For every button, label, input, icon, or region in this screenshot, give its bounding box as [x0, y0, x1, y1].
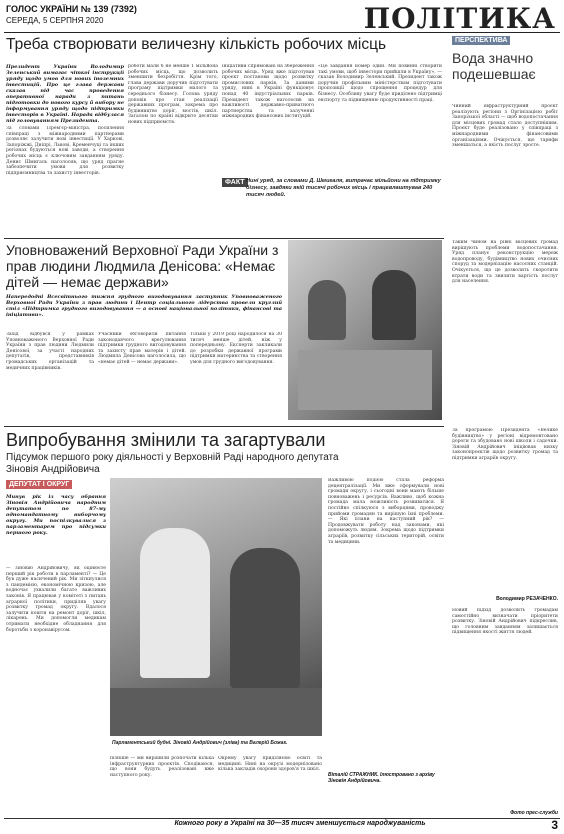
- sidebar-body: Чинний інфраструктурний проєкт реалізують регіони з Оргінізацією робіт Запорізької області — щоб водопостачання для місцевих громад стало доступнішим. Проєкт буде реалізовано у співпраці з міжнародними фінансовими організаціями. Очікується, що тарифи зменшаться, а якість послуг зросте.: [452, 104, 558, 149]
- article3-body-col4: Важливою подією стала реформа децентралізації. Ми вже сформували нові громади округу, і сьогодні вони мають більше повноважень і ресурсів. Важливо, щоб кожна громада мала можливість розвиватися. Я постійно спілкуюся з виборцями, проводжу прийоми громадян та вирішую їхні проблеми. — Які плани на наступний рік? — Продовжувати роботу над законами, які допоможуть людям. Зокрема щодо підтримки аграріїв, розвитку сільських територій, освіти та медицини.: [328, 478, 444, 545]
- sidebar2-body: Таким чином на рівні місцевих громад вирішують проблеми водопостачання. Уряд планує реконструкцію мереж водопроводу, будівництво нових очисних споруд та модернізацію насосних станцій. Очікується, що це дозволить скоротити втрати води та знизити вартість послуг для населення.: [452, 240, 558, 285]
- section-title: ПОЛІТИКА: [363, 2, 556, 35]
- photo-person-left: [308, 280, 346, 340]
- masthead: [4, 2, 560, 33]
- photo-deputy: [140, 528, 210, 678]
- editor-signature: Володимир РЕЗАЧЕНКО.: [496, 596, 558, 602]
- article2-body-col1: Захід відбувся у рамках Уповноваженого Верховної Ради України з прав людини Людмили Денісової, за участі народних депутатів, представників громадських організацій та медичних працівників.: [6, 332, 94, 371]
- article3-lead: Минув рік із часу обрання Зіновія Андрійовича народним депутатом по 87-му одномандатному виборчому округу. Ми поспілкувалися з парламентарем про підсумки першого року.: [6, 494, 106, 536]
- article1-lead: Президент України Володимир Зеленський вимагає чіткої інструкції уряду щодо умов для нових іноземних інвестицій. Про це глава держави сказав під час проведення оперативної наради з питань підготовки до нового курсу й вибору не інформування уряду щодо підтримки інвесторів в Україні. Нарада відбулася під головуванням Президента.: [6, 64, 124, 124]
- sidebar4-body: Новий підхід дозволить громадам самостійно визначати пріоритети розвитку. Зіновій Андрійович підкреслив, що головним завданням залишається підвищення якості життя людей.: [452, 608, 558, 636]
- sidebar-tag: ПЕРСПЕКТИВА: [452, 36, 510, 45]
- page-number: 3: [551, 818, 558, 832]
- footer-text: Кожного року в Україні на 30—35 тисяч зменшується народжуваність: [174, 820, 426, 827]
- article1-headline: Треба створювати величезну кількість робочих місць: [6, 36, 387, 53]
- article2-body-col2: Учасники обговорили питання законодавчого врегулювання підтримки грудного вигодовування та захисту прав матерів і дітей. Людмила Денісова наголосила, що «немає дітей — немає держави».: [98, 332, 186, 365]
- divider-2: [4, 426, 444, 427]
- fact-tag: ФАКТ: [222, 178, 248, 187]
- article2-headline: Уповноважений Верховної Ради України з прав людини Людмила Денісова: «Немає дітей — немає держави»: [6, 242, 279, 290]
- article3-photo: [110, 478, 322, 736]
- article3-subhead: Підсумок першого року діяльності у Верховній Раді народного депутата Зіновія Андрійовича: [6, 452, 339, 475]
- article1-body-col4: «Це завдання номер один. Ми повинні створити такі умови, щоб інвестори прийшли в Україну», — сказав Володимир Зеленський. Президент також доручив профільним міністерствам підготувати пропозиції щодо спрощення процедур для бізнесу. Особливу увагу буде приділено підтримці експорту та підвищенню продуктивності праці.: [318, 64, 442, 103]
- article3-signature: Віталій СТРАЖНИК. Ілюстровано з архіву Зіновія Андрійовича.: [328, 772, 435, 784]
- footer-rule: [4, 818, 560, 819]
- masthead-issue: [6, 4, 137, 26]
- article1-body-col3: ініціативи спрямовані на збереження робочих місць. Уряд вже підготував проєкт постанови щодо розвитку промислових парків. За даними уряду, нині в Україні функціонує понад 40 індустріальних парків. Президент також наголосив на важливості державно-приватного партнерства та залученні міжнародних фінансових інституцій.: [222, 64, 314, 120]
- masthead-date: СЕРЕДА, 5 СЕРПНЯ 2020: [6, 16, 104, 25]
- photo-machinery: [298, 350, 432, 410]
- divider-1: [4, 238, 444, 239]
- photo-credit: Фото прес-служби: [510, 810, 558, 816]
- photo-colleague: [230, 548, 300, 688]
- article1-body-col2: роботи мали б не менше 1 мільйона робочих місць, що дозволить зменшити безробіття. Крім того, глава держави доручив підготувати програму підтримки малого та середнього бізнесу. Голова уряду доповів про стан реалізації державних програм, зокрема про будівництво доріг, мостів, шкіл. Загалом по країні відкрито десятки нових підприємств.: [128, 64, 218, 125]
- article2-body-col3: Тільки у 2019 році народилося на 30 тисяч менше дітей, ніж у попередньому. Експерти закликали до розробки державної програми підтримки материнства та створення умов для грудного вигодовування.: [190, 332, 282, 365]
- article3-caption: Парламентський будні. Зіновій Андрійович (зліва) та Валерій Божак.: [112, 740, 288, 746]
- article1-body-col1: За словами Прем'єр-міністра, посилення співпраці з міжнародними партнерами дозволяє залучити нові інвестиції. У Харкові, Запоріжжі, Дніпрі, Львові, Кременчуці та інших регіонах будуються нові заводи, а створення робочих місць є ключовим завданням уряду. Денис Шмигаль наголосив, що уряд прагне забезпечити умови для розвитку підприємництва та захисту інвесторів.: [6, 126, 124, 176]
- article2-lead: Напередодні Всесвітнього тижня грудного вигодовування заступник Уповноваженого Верховної Ради України з прав людини і Центр соціального лідерства провели круглий стіл «Підтримка грудного вигодовування — а основі національної політики, фінансові та ініціативи».: [6, 294, 282, 318]
- fact-text: Нині уряд, за словами Д. Шмигаля, витрачає мільйони на підтримку бізнесу, завдяки якій тисячі робочих місць і працевлаштував 240 тисяч людей.: [246, 178, 441, 198]
- article3-body-col2: пізніше — ми вирішили розпочати кілька інфраструктурних проєктів. Сподіваюся, що вони будуть реалізовані вже наступного року.: [110, 756, 214, 778]
- photo-person-right: [372, 270, 416, 340]
- article3-tag: ДЕПУТАТ І ОКРУГ: [6, 480, 72, 489]
- sidebar-headline: Вода значно подешевшає: [452, 50, 536, 82]
- article3-body-col3: Окрему увагу приділяємо освіті та медицині. Нині на окрузі модернізовано кілька закладів охорони здоров'я та шкіл.: [218, 756, 322, 773]
- sidebar3-body: За програмою Президента «Велике будівництво» у регіоні відремонтовано дороги та збудовано нові школи і садочки. Зіновій Андрійович ініціював низку законопроєктів щодо розвитку громад та підтримки аграріїв округу.: [452, 428, 558, 461]
- article3-headline: Випробування змінили та загартували: [6, 430, 326, 450]
- photo-desk: [110, 688, 322, 736]
- article2-photo: [288, 240, 442, 420]
- article3-body-col1: — Зіновію Андрійовичу, як оцінюєте перший рік роботи в парламенті? — Це був дуже насичений рік. Ми зіткнулися з пандемією, економічною кризою, але водночас ухвалили багато важливих законів. Я працював у комітеті з питань аграрної політики, приділяв увагу розвитку громад округу. Вдалося залучити кошти на ремонт доріг, шкіл, лікарень. Ми допомогли медикам отримати необхідне обладнання для боротьби з коронавірусом.: [6, 566, 106, 633]
- masthead-issue-number: ГОЛОС УКРАЇНИ № 139 (7392): [6, 4, 137, 14]
